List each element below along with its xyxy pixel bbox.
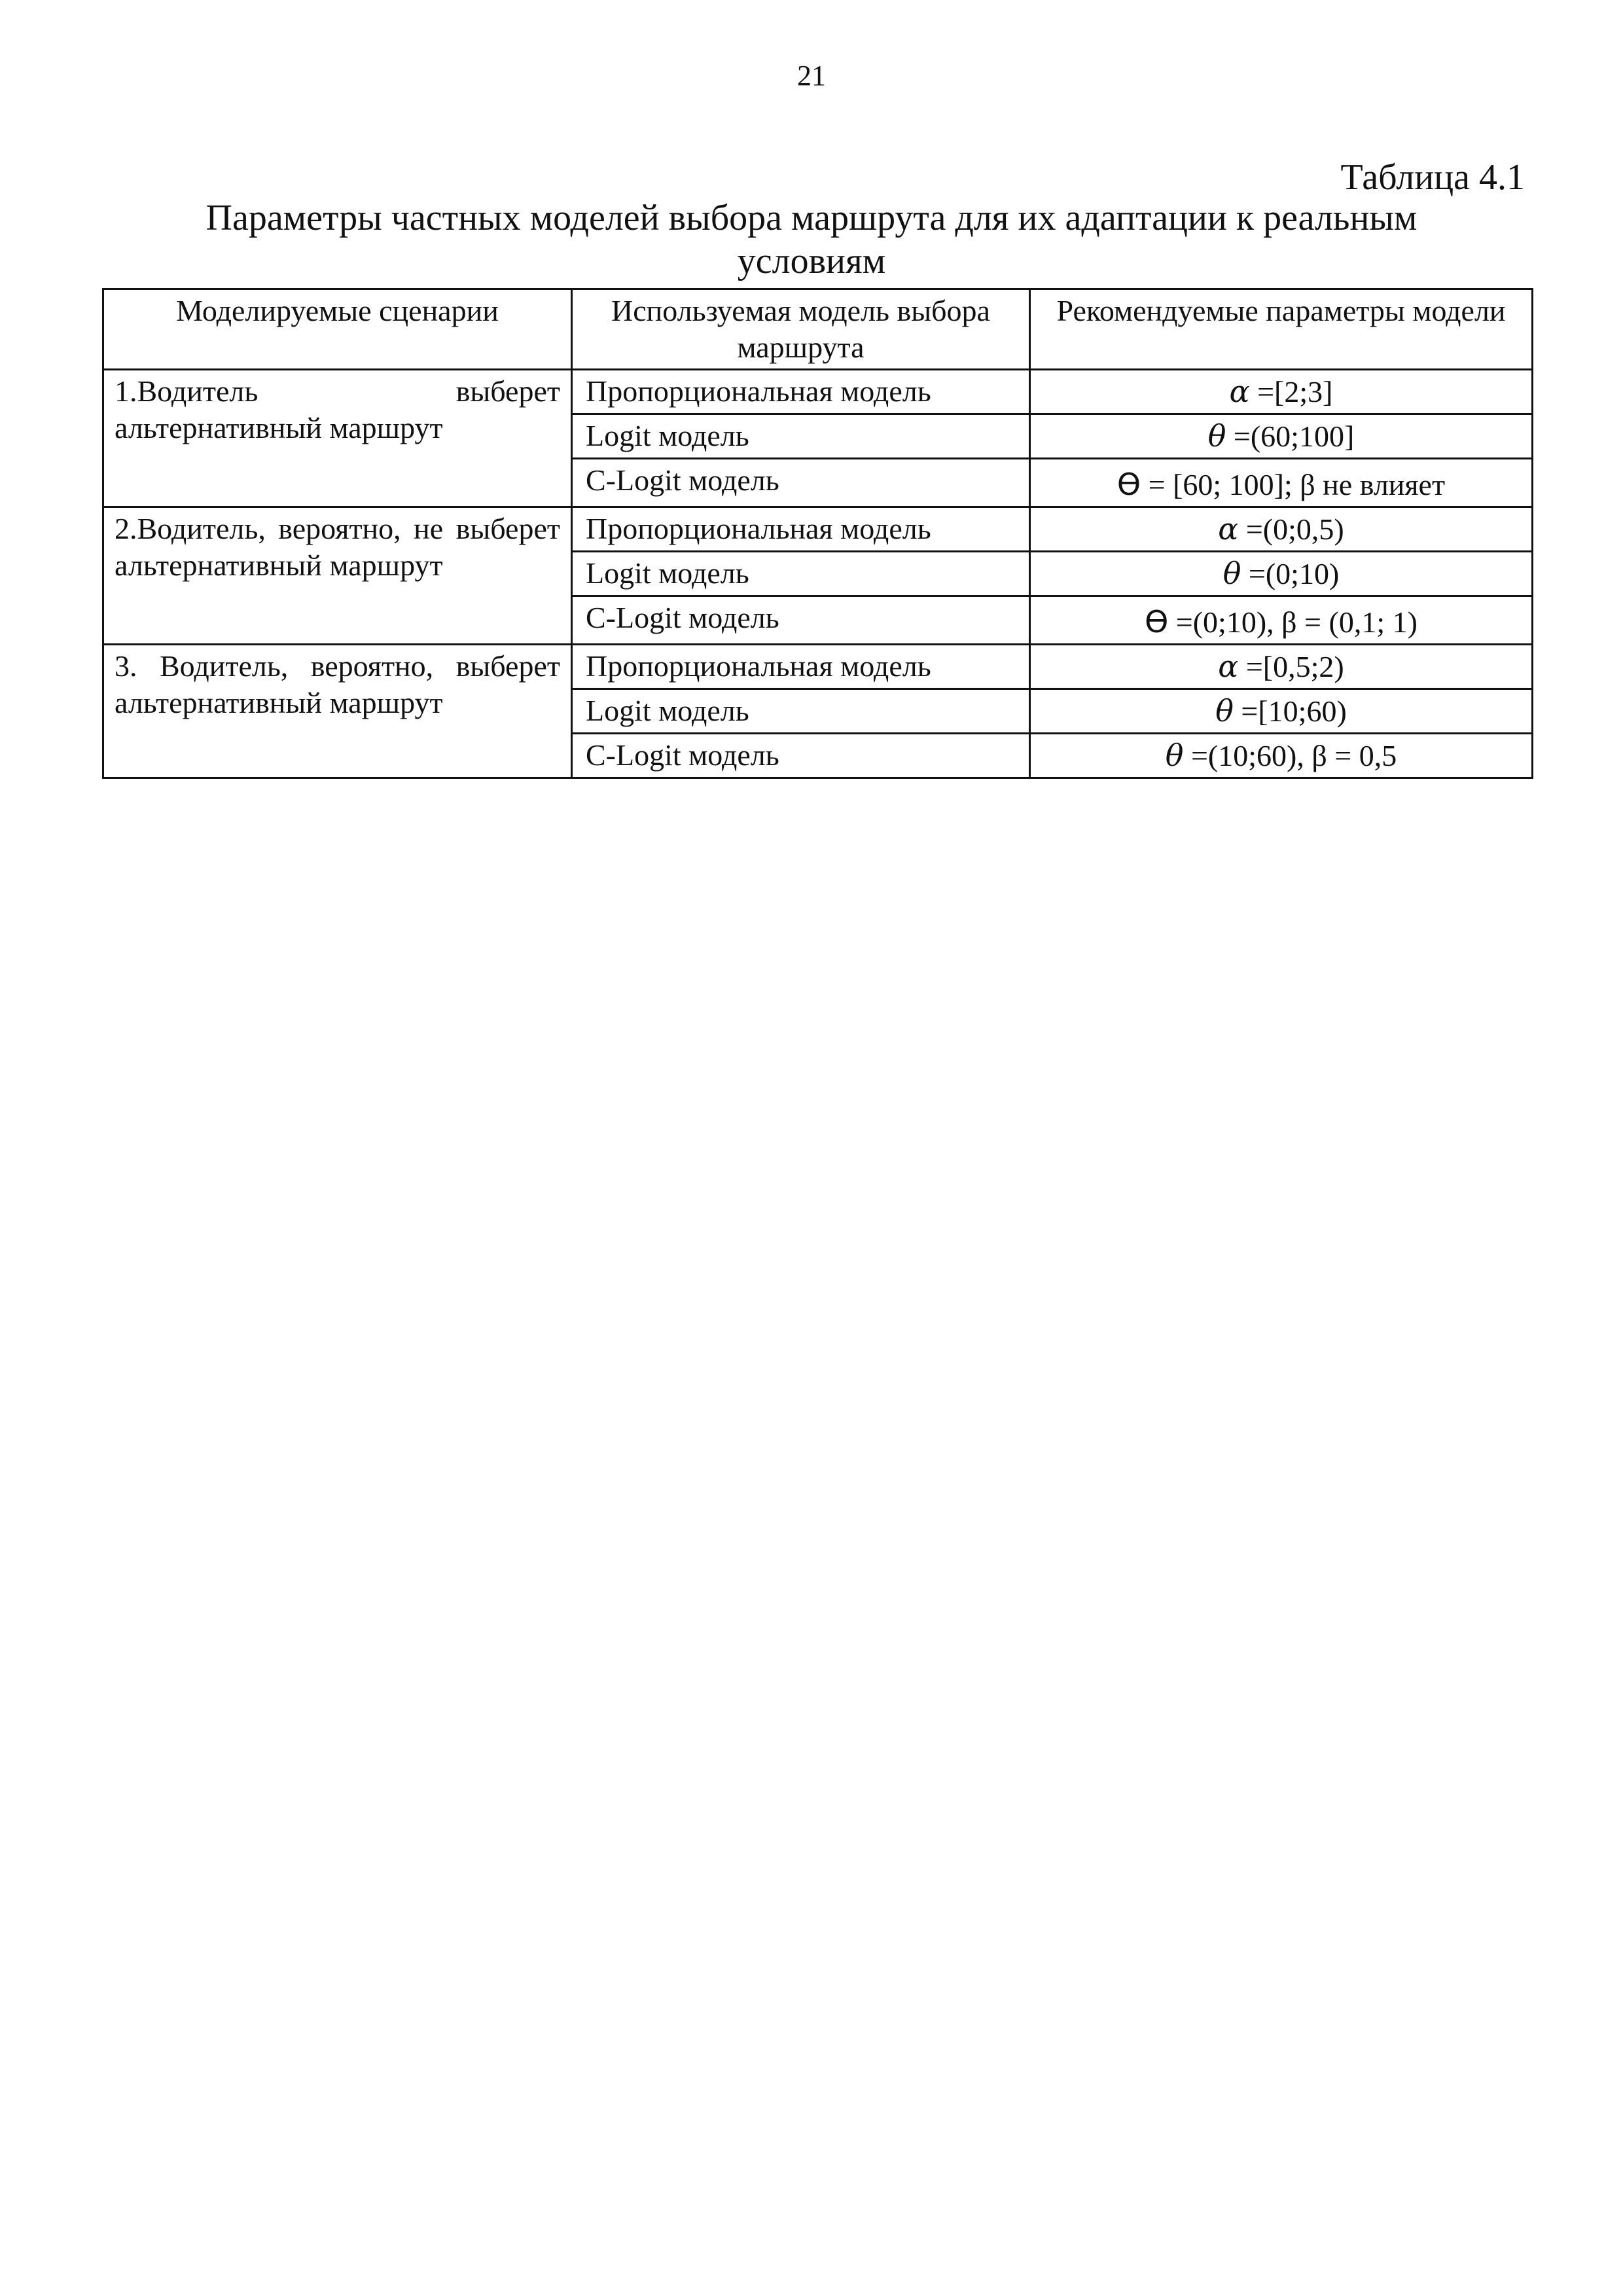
alpha-symbol: α (1229, 374, 1250, 409)
header-row (103, 289, 1533, 370)
model-cell: Logit модель (572, 552, 1030, 596)
parameter-cell (1030, 734, 1533, 778)
parameter-cell (1030, 645, 1533, 689)
header-scenarios: Моделируемые сценарии (103, 289, 572, 370)
alpha-symbol: α (1218, 511, 1239, 547)
scenario-cell: 1.Водитель выберет альтернативный маршрут (103, 370, 572, 507)
model-cell: Пропорциональная модель (572, 507, 1030, 552)
parameter-value: =[2;3] (1249, 375, 1333, 408)
parameter-value: =(0;10) (1241, 557, 1340, 590)
parameter-value: =(10;60), β = 0,5 (1183, 739, 1397, 772)
table-row (103, 507, 1533, 552)
parameter-value: =(0;0,5) (1238, 512, 1344, 546)
model-cell: C-Logit модель (572, 596, 1030, 645)
parameter-cell (1030, 596, 1533, 645)
theta-symbol: θ (1215, 693, 1234, 728)
table-label: Таблица 4.1 (1340, 157, 1525, 198)
model-cell: C-Logit модель (572, 734, 1030, 778)
parameter-cell (1030, 552, 1533, 596)
parameter-value: =(60;100] (1226, 420, 1355, 453)
parameter-cell (1030, 507, 1533, 552)
parameter-value: =(0;10), β = (0,1; 1) (1168, 605, 1418, 639)
parameter-cell (1030, 370, 1533, 414)
theta-symbol: θ (1207, 418, 1226, 454)
theta-symbol: Ө (1145, 604, 1169, 639)
header-parameters: Рекомендуемые параметры модели (1030, 289, 1533, 370)
parameter-cell (1030, 414, 1533, 459)
model-cell: Пропорциональная модель (572, 645, 1030, 689)
alpha-symbol: α (1218, 649, 1239, 684)
parameter-value: =[0,5;2) (1238, 650, 1344, 683)
theta-symbol: θ (1222, 556, 1241, 591)
table-caption: Параметры частных моделей выбора маршрута для их адаптации к реальным условиям (205, 198, 1418, 281)
parameter-cell (1030, 459, 1533, 507)
table-row (103, 370, 1533, 414)
theta-symbol: Ө (1116, 467, 1141, 502)
parameter-cell (1030, 689, 1533, 734)
model-cell: C-Logit модель (572, 459, 1030, 507)
model-cell: Logit модель (572, 689, 1030, 734)
page-number: 21 (797, 60, 826, 92)
model-cell: Пропорциональная модель (572, 370, 1030, 414)
header-model: Используемая модель выбора маршрута (572, 289, 1030, 370)
theta-symbol: θ (1165, 738, 1184, 773)
parameter-value: = [60; 100]; β не влияет (1141, 468, 1446, 501)
parameters-table (102, 288, 1533, 779)
scenario-cell: 3. Водитель, вероятно, выберет альтернативный маршрут (103, 645, 572, 778)
scenario-cell: 2.Водитель, вероятно, не выберет альтернативный маршрут (103, 507, 572, 645)
parameter-value: =[10;60) (1233, 694, 1347, 728)
table-row (103, 645, 1533, 689)
model-cell: Logit модель (572, 414, 1030, 459)
